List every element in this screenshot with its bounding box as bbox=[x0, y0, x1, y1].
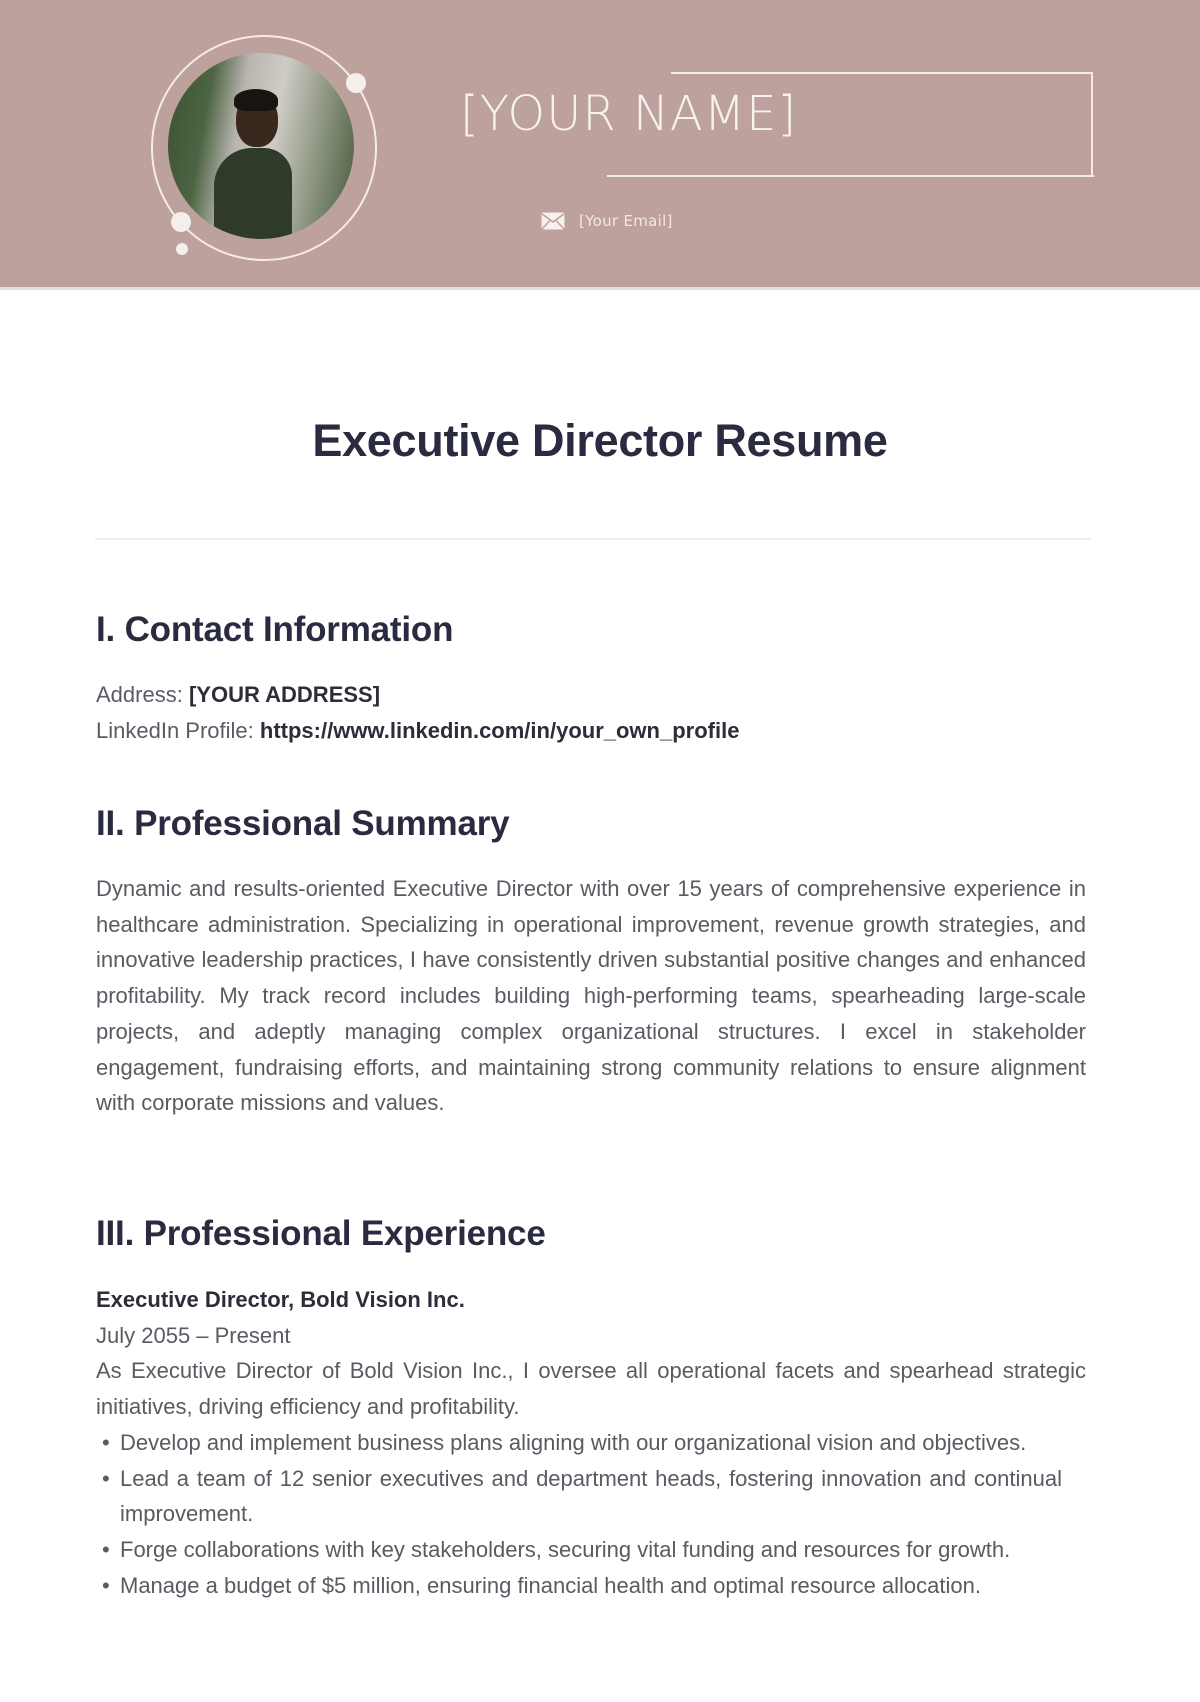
address-value: [YOUR ADDRESS] bbox=[188, 682, 381, 707]
job-bullet: • Develop and implement business plans aligning with our organizational vision and objectives. bbox=[96, 1425, 1086, 1461]
profile-photo bbox=[168, 53, 354, 239]
linkedin-link[interactable]: https://www.linkedin.com/in/your_own_profile bbox=[259, 718, 740, 743]
job-title: Executive Director, Bold Vision Inc. bbox=[96, 1287, 465, 1312]
decorative-dot bbox=[176, 243, 188, 255]
job-bullet: • Manage a budget of $5 million, ensuring financial health and optimal resource allocation. bbox=[96, 1568, 1086, 1604]
candidate-name: [YOUR NAME] bbox=[460, 86, 798, 142]
job-bullet: • Forge collaborations with key stakeholders, securing vital funding and resources for growth. bbox=[96, 1532, 1086, 1568]
resume-header bbox=[0, 0, 1200, 287]
contact-heading: I. Contact Information bbox=[96, 610, 454, 649]
job-dates: July 2055 – Present bbox=[96, 1322, 291, 1348]
summary-paragraph: Dynamic and results-oriented Executive Director with over 15 years of comprehensive experience in healthcare administration. Specializing in operational improvement, revenue growth strategies, and innovative leadership practices, I have consistently driven substantial positive changes and enhanced profitability. My track record includes building high-performing teams, spearheading large-scale projects, and adeptly managing complex organizational structures. I excel in stakeholder engagement, fundraising efforts, and maintaining strong community relations to ensure alignment with corporate missions and values. bbox=[96, 876, 1086, 1116]
header-edge bbox=[0, 287, 1200, 290]
email-row bbox=[541, 212, 673, 230]
title-divider bbox=[95, 538, 1091, 540]
photo-person-hair bbox=[234, 89, 278, 111]
job-entry bbox=[96, 1282, 1086, 1603]
contact-details bbox=[96, 677, 739, 749]
job-bullets bbox=[96, 1425, 1086, 1604]
document-title: Executive Director Resume bbox=[312, 415, 888, 466]
address-line bbox=[96, 677, 739, 713]
job-description: As Executive Director of Bold Vision Inc., I oversee all operational facets and spearhead strategic initiatives, driving efficiency and profitability. bbox=[96, 1358, 1086, 1420]
linkedin-line bbox=[96, 713, 739, 749]
name-frame-underline bbox=[607, 175, 1094, 177]
address-label: Address: bbox=[96, 682, 183, 707]
linkedin-label: LinkedIn Profile: bbox=[96, 718, 254, 743]
decorative-dot bbox=[346, 73, 366, 93]
envelope-icon bbox=[541, 212, 565, 230]
decorative-dot bbox=[171, 212, 191, 232]
summary-heading: II. Professional Summary bbox=[96, 804, 510, 843]
email-text: [Your Email] bbox=[579, 212, 673, 230]
job-bullet: • Lead a team of 12 senior executives and department heads, fostering innovation and continual improvement. bbox=[96, 1461, 1086, 1532]
experience-heading: III. Professional Experience bbox=[96, 1214, 546, 1253]
photo-person-body bbox=[214, 148, 292, 239]
